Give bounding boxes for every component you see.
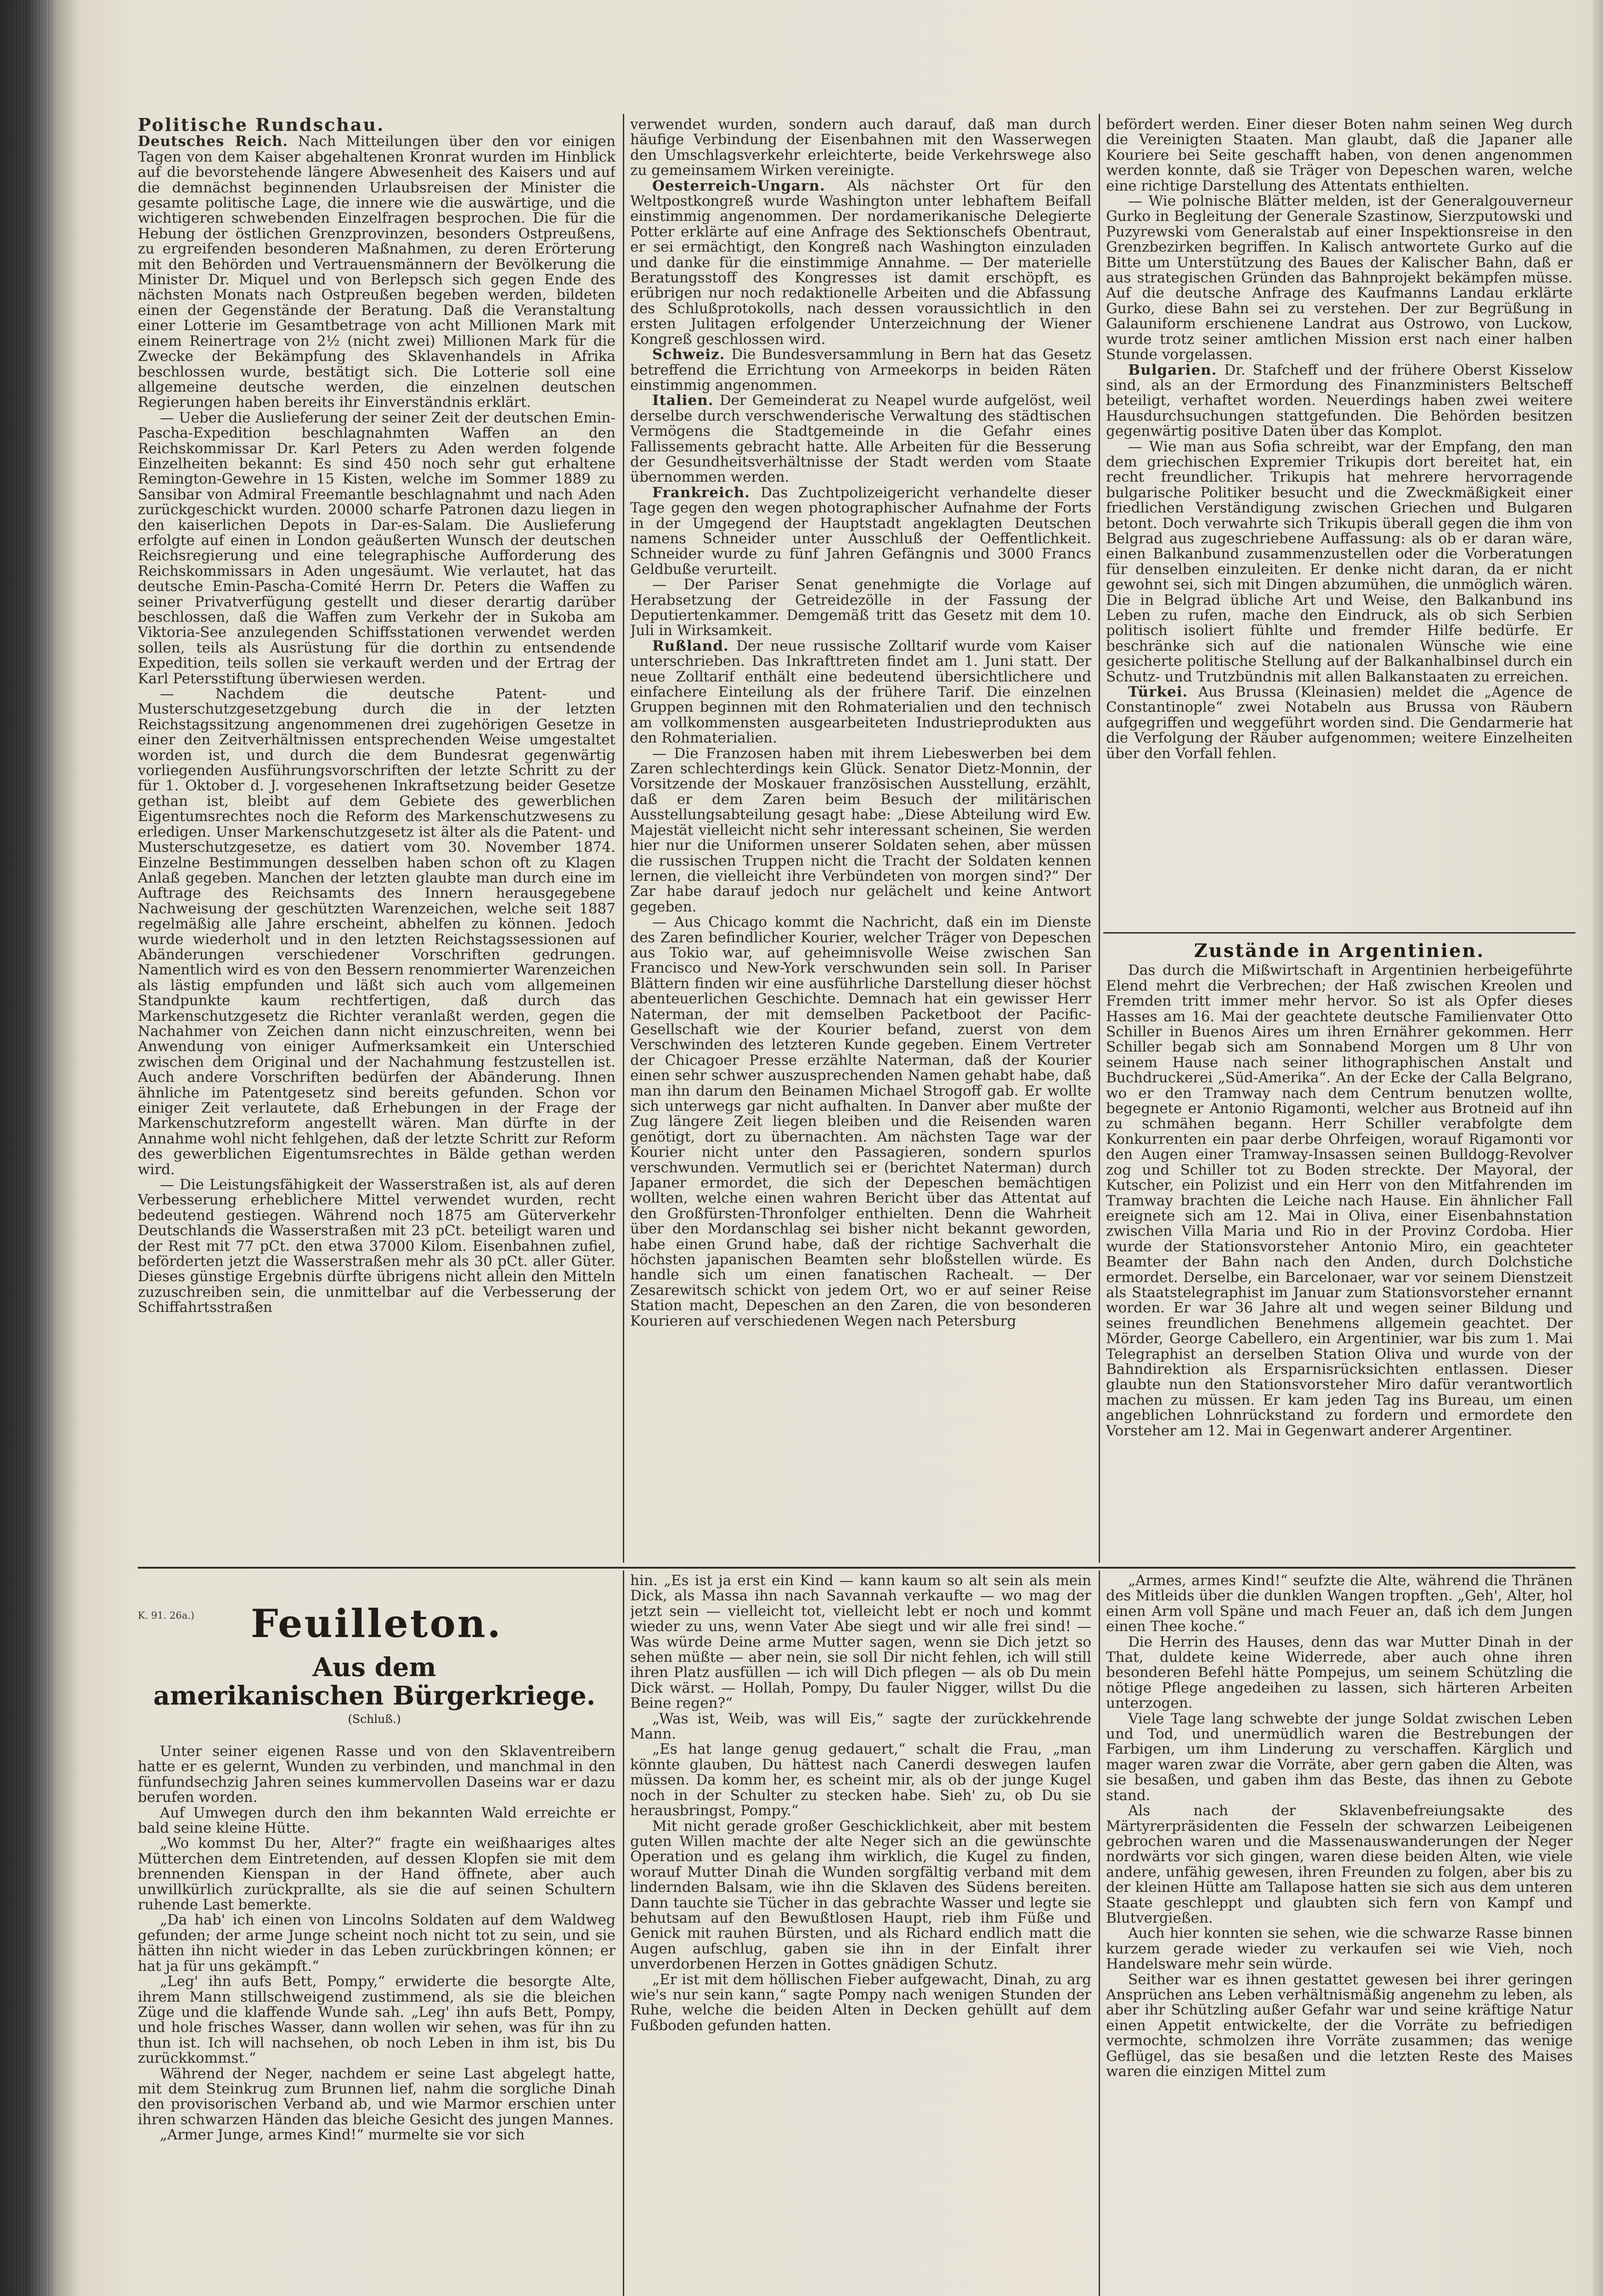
frankreich-paragraph (630, 485, 1091, 577)
feuilleton-separator-2 (1099, 1570, 1100, 2296)
story-paragraph: „Er ist mit dem höllischen Fieber aufgewacht, Dinah, zu arg wie's nur sein kann,“ sagte Pompy nach wenigen Stunden der Ruhe, welche die beiden Alten in Decken gehüllt auf dem Fußboden gefunden hatten. (630, 1971, 1091, 2034)
book-binding-edge (0, 0, 53, 2296)
column-3 (1106, 117, 1573, 930)
tuerkei-paragraph (1106, 685, 1573, 761)
story-paragraph: Viele Tage lang schwebte der junge Soldat zwischen Leben und Tod, und unermüdlich waren die Bestrebungen der Farbigen, um ihm Linderung zu verschaffen. Kärglich und mager waren zwar die Vorräte, aber gern gaben die Alten, was sie besaßen, und gaben ihm das Beste, das ihnen zu Gebote stand. (1106, 1710, 1573, 1804)
story-paragraph: Mit nicht gerade großer Geschicklichkeit, aber mit bestem guten Willen machte der alte Neger sich an die gewünschte Operation und es gelang ihm wirklich, die Kugel zu finden, worauf Mutter Dinah die Wunden sorgfältig verband mit dem lindernden Balsam, wie ihn die Sklaven des Südens bereiten. Dann tauchte sie Tücher in das gebrachte Wasser und legte sie behutsam auf den Bewußtlosen Haupt, rieb ihm Füße und Genick mit rauhen Bürsten, und als Richard endlich matt die Augen aufschlug, gaben sie ihn in der Einfalt ihrer unverdorbenen Herzen in Gottes gnädigen Schutz. (630, 1818, 1091, 1973)
story-paragraph: „Da hab' ich einen von Lincolns Soldaten auf dem Waldweg gefunden; der arme Junge scheint noch nicht tot zu sein, und sie hätten ihn nicht wieder in das Leben zurückbringen können; er hat ja für uns gekämpft.“ (138, 1912, 615, 1975)
story-title-line-1: Aus dem (312, 1652, 436, 1683)
italien-paragraph (630, 393, 1091, 485)
bulgarien-paragraph (1106, 363, 1573, 439)
story-paragraph: Auch hier konnten sie sehen, wie die schwarze Rasse binnen kurzem gerade wieder zu verkaufen sei wie Vieh, noch Handelsware mehr sein würde. (1106, 1925, 1573, 1973)
story-paragraph: Auf Umwegen durch den ihm bekannten Wald erreichte er bald seine kleine Hütte. (138, 1804, 615, 1837)
russland-text: Der neue russische Zolltarif wurde vom Kaiser unterschrieben. Das Inkrafttreten findet am 1. Juni statt. Der neue Zolltarif enthält eine bedeutend übersichtlichere und einfachere Einteilung als der frühere Tarif. Die einzelnen Gruppen beginnen mit den Rohmaterialien und den technisch am vollkommensten ausgearbeiteten Industrieprodukten aus den Rohmaterialien. (630, 637, 1091, 747)
story-paragraph: Seither war es ihnen gestattet gewesen bei ihrer geringen Ansprüchen ans Leben verhältnismäßig angenehm zu leben, als aber ihr Schützling außer Gefahr war und seine kräftige Natur einen Appetit entwickelte, der die Vorräte zu befriedigen vermochte, schmolzen ihre Vorräte zusammen; das wenige Geflügel, das sie besaßen und die letzten Reste des Maises waren die einzigen Mittel zum (1106, 1971, 1573, 2080)
feuilleton-separator-1 (623, 1570, 624, 2296)
feuilleton-divider-rule (138, 1567, 1575, 1569)
feuilleton-column-2 (630, 1573, 1091, 2296)
russland-paragraph-2: — Die Franzosen haben mit ihrem Liebeswerben bei dem Zaren schlechterdings kein Glück. Senator Dietz-Monnin, der Vorsitzende der Moskauer französischen Ausstellung, erzählt, daß er dem Zaren beim Besuch der militärischen Ausstellungsabteilung gesagt habe: „Diese Abteilung wird Ew. Majestät vielleicht nicht sehr interessant scheinen, Sie werden hier nur die Uniformen unserer Soldaten sehen, aber müssen die russischen Truppen nicht die Tracht der Soldaten kennen lernen, die vielleicht ihre Verbündeten von morgen sind?“ Der Zar habe darauf jedoch nur gelächelt und keine Antwort gegeben. (630, 745, 1091, 915)
schweiz-paragraph (630, 347, 1091, 393)
story-note: (Schluß.) (348, 1712, 401, 1726)
schweiz-text: Die Bundesversammlung in Bern hat das Gesetz betreffend die Errichtung von Armeekorps in beiden Räten einstimmig angenommen. (630, 346, 1091, 394)
story-paragraph: Als nach der Sklavenbefreiungsakte des Märtyrerpräsidenten die Fesseln der schwarzen Leibeigenen gebrochen waren und die Massenauswanderungen der Neger nordwärts vor sich gingen, waren diese beiden Alten, wie viele andere, unfähig gewesen, ihren Freunden zu folgen, aber bis zu der kleinen Hütte am Tallapose hatten sie sich aus dem unteren Staate geschleppt und glaubten sich fern von Kampf und Blutvergießen. (1106, 1802, 1573, 1926)
oesterreich-text: Als nächster Ort für den Weltpostkongreß wurde Washington unter lebhaftem Beifall einstimmig angenommen. Der nordamerikanische Delegierte Potter erklärte auf eine Anfrage des Sektionschefs Obentraut, er sei ermächtigt, den Kongreß nach Washington einzuladen und danke für die einstimmige Annahme. — Der materielle Beratungsstoff des Kongresses ist damit erschöpft, es erübrigen nur noch redaktionelle Arbeiten und die Abfassung des Schlußprotokolls, nach dessen voraussichtlich in den ersten Julitagen erfolgender Unterzeichnung der Wiener Kongreß geschlossen wird. (630, 177, 1091, 348)
story-paragraph: Unter seiner eigenen Rasse und von den Sklaventreibern hatte er es gelernt, Wunden zu verbinden, und manchmal in den fünfundsechzig Jahren seines kummervollen Daseins war er dazu berufen worden. (138, 1744, 615, 1806)
reich-paragraph-4-continued: verwendet wurden, sondern auch darauf, daß man durch häufige Verbindung der Eisenbahnen mit den Wasserwegen den Umschlagsverkehr erleichterte, beide Verkehrswege also zu gemeinsamem Wirken vereinigte. (630, 117, 1091, 179)
feuilleton-column-3 (1106, 1573, 1573, 2296)
russland-paragraph-4: — Wie polnische Blätter melden, ist der Generalgouverneur Gurko in Begleitung der Generale Szastinow, Sierzputowski und Puzyrewski vom Generalstab auf einer Inspektionsreise in den Grenzbezirken begriffen. In Kalisch antwortete Gurko auf die Bitte um Unterstützung des Baues der Kalischer Bahn, daß er aus strategischen Gründen das Bahnprojekt bekämpfen müsse. Auf die deutsche Anfrage des Kaufmanns Landau erklärte Gurko, diese Bahn sei zu verstehen. Der zur Begrüßung in Galauniform erschienene Landrat aus Ostrowo, von Luckow, wurde trotz seiner amtlichen Mission erst nach einer halben Stunde vorgelassen. (1106, 193, 1573, 363)
feuilleton-heading: Feuilleton. (251, 1601, 502, 1646)
bulgarien-paragraph-2: — Wie man aus Sofia schreibt, war der Empfang, den man dem griechischen Expremier Trikupis dort bereitet hat, ein recht freundlicher. Trikupis hat mehrere hervorragende bulgarische Politiker besucht und die Zweckmäßigkeit einer friedlichen Verständigung zwischen Griechen und Bulgaren betont. Doch verwahrte sich Trikupis überall gegen die ihm von Belgrad aus zugeschriebene Auffassung: als ob er daran wäre, einen Balkanbund zusammenzustellen oder die Vorberatungen für denselben einzuleiten. Er denke nicht daran, da er nicht gewohnt sei, sich mit Dingen abzumühen, die unmöglich wären. Die in Belgrad übliche Art und Weise, den Balkanbund ins Leben zu rufen, mache den Eindruck, als ob sich Serbien politisch isoliert fühlte und fremder Hilfe bedürfe. Er beschränke sich auf die nationalen Wünsche wie eine gesicherte politische Stellung auf der Balkanhalbinsel durch ein Schutz- und Trutzbündnis mit allen Balkanstaaten zu erreichen. (1106, 438, 1573, 685)
frankreich-lead: Frankreich. (652, 484, 750, 501)
tuerkei-lead: Türkei. (1128, 684, 1188, 701)
feuilleton-column-1 (138, 1744, 615, 2296)
page-right-edge (1593, 0, 1603, 2296)
argentinien-heading: Zustände in Argentinien. (1194, 940, 1485, 962)
story-paragraph: Während der Neger, nachdem er seine Last abgelegt hatte, mit dem Steinkrug zum Brunnen lief, nahm die sorgliche Dinah den provisorischen Verband ab, und wie Marmor erschien unter ihren schwarzen Händen das bleiche Gesicht des jungen Mannes. (138, 2065, 615, 2128)
column-separator-1 (623, 114, 624, 1563)
story-paragraph: „Leg' ihn aufs Bett, Pompy,“ erwiderte die besorgte Alte, ihrem Mann stillschweigend zustimmend, als sie die bleichen Züge und die klaffende Wunde sah. „Leg' ihn aufs Bett, Pompy, und hole frisches Wasser, dann wollen wir sehen, was für ihn zu thun ist. Ich will nachsehen, ob noch Leben in ihm ist, bis Du zurückkommst.“ (138, 1973, 615, 2067)
oesterreich-paragraph (630, 179, 1091, 347)
russland-lead: Rußland. (652, 637, 729, 654)
column-2 (630, 117, 1091, 1559)
russland-paragraph (630, 639, 1091, 746)
schweiz-lead: Schweiz. (652, 346, 725, 363)
tuerkei-text: Aus Brussa (Kleinasien) meldet die „Agence de Constantinople“ zwei Notabeln aus Brussa von Räubern aufgegriffen und weggeführt worden sind. Die Gendarmerie hat die Verfolgung der Räuber aufgenommen; weitere Einzelheiten über den Vorfall fehlen. (1106, 684, 1573, 762)
argentinien-column (1106, 937, 1573, 1561)
frankreich-paragraph-2: — Der Pariser Senat genehmigte die Vorlage auf Herabsetzung der Getreidezölle in der Fassung der Deputiertenkammer. Demgemäß tritt das Gesetz mit dem 10. Juli in Wirksamkeit. (630, 576, 1091, 639)
story-paragraph: „Wo kommst Du her, Alter?“ fragte ein weißhaariges altes Mütterchen dem Eintretenden, auf dessen Klopfen sie mit dem brennenden Kienspan in der Hand öffnete, aber auch unwillkürlich zurückprallte, als sie die auf seinen Schultern ruhende Last bemerkte. (138, 1835, 615, 1913)
story-heading (138, 1653, 611, 1727)
bulgarien-lead: Bulgarien. (1128, 361, 1217, 378)
oesterreich-lead: Oesterreich-Ungarn. (652, 177, 825, 194)
story-paragraph: „Es hat lange genug gedauert,“ schalt die Frau, „man könnte glauben, Du hättest nach Canerdi deswegen laufen müssen. Da komm her, es scheint mir, als ob der junge Kugel noch in der Schulter zu stecken habe. Sieh' zu, ob Du sie herausbringst, Pompy.“ (630, 1741, 1091, 1819)
italien-text: Der Gemeinderat zu Neapel wurde aufgelöst, weil derselbe durch verschwenderische Verwaltung des städtischen Vermögens die Stadtgemeinde in die Gefahr eines Fallissements gebracht hatte. Alle Arbeiten für die Besserung der Gesundheitsverhältnisse der Stadt werden vom Staate übernommen werden. (630, 392, 1091, 486)
story-title-line-2: amerikanischen Bürgerkriege. (153, 1681, 596, 1711)
column-1 (138, 117, 615, 1559)
feuilleton-label: K. 91. 26a.) (138, 1610, 195, 1621)
reich-paragraph-2: — Ueber die Auslieferung der seiner Zeit der deutschen Emin-Pascha-Expedition beschlagnahmten Waffen an den Reichskommissar Dr. Karl Peters zu Aden werden folgende Einzelheiten bekannt: Es sind 450 noch sehr gut erhaltene Remington-Gewehre in 15 Kisten, welche im Sommer 1889 zu Sansibar von Admiral Freemantle beschlagnahmt und nach Aden zurückgeschickt wurden. 20000 scharfe Patronen dazu liegen in den kaiserlichen Depots in Dar-es-Salam. Die Auslieferung erfolgte auf einen in London geäußerten Wunsch der deutschen Reichsregierung und eine telegraphische Aufforderung des Reichskommissars in Aden ungesäumt. Wie verlautet, hat das deutsche Emin-Pascha-Comité Herrn Dr. Peters die Waffen zu seiner Privatverfügung gestellt und dieser derartig darüber beschlossen, daß die Waffen zum Verkehr der in Sukoba am Viktoria-See anzulegenden Schiffsstationen verwendet werden sollen, teils als Ausrüstung für die dorthin zu entsendende Expedition, teils sollen sie verkauft werden und der Ertrag der Karl Petersstiftung überwiesen werden. (138, 409, 615, 687)
reich-paragraph-4: — Die Leistungsfähigkeit der Wasserstraßen ist, als auf deren Verbesserung erheblichere Mittel verwendet wurden, recht bedeutend gestiegen. Während noch 1875 am Güterverkehr Deutschlands die Wasserstraßen mit 23 pCt. beteiligt waren und der Rest mit 77 pCt. den etwa 37000 Kilom. Eisenbahnen zufiel, beförderten jetzt die Wasserstraßen mehr als 30 pCt. aller Güter. Dieses günstige Ergebnis dürfte übrigens nicht allein den Mitteln zuzuschreiben sein, die unmittelbar auf die Verbesserung der Schiffahrtsstraßen (138, 1176, 615, 1316)
reich-text-1: Nach Mitteilungen über den vor einigen Tagen von dem Kaiser abgehaltenen Kronrat wurden im Hinblick auf die bevorstehende längere Abwesenheit des Kaisers und auf die demnächst beginnenden Urlaubsreisen der Minister die gesamte politische Lage, die innere wie die auswärtige, und die wichtigeren schwebenden Einzelfragen besprochen. Die für die Hebung der östlichen Grenzprovinzen, besonders Ostpreußens, zu ergreifenden besonderen Maßnahmen, zu deren Erörterung mit den Behörden und Vertrauensmännern der Bevölkerung die Minister Dr. Miquel und von Berlepsch sich gegen Ende des nächsten Monats nach Ostpreußen begeben werden, bildeten einen der Gegenstände der Beratung. Daß die Veranstaltung einer Lotterie im Gesamtbetrage von acht Millionen Mark mit einem Reinertrage von 2½ (nicht zwei) Millionen Mark für die Zwecke der Bekämpfung des Sklavenhandels in Afrika beschlossen wurde, bestätigt sich. Die Lotterie soll eine allgemeine deutsche werden, die einzelnen deutschen Regierungen haben bereits ihr Einverständnis erklärt. (138, 133, 615, 411)
story-paragraph: Die Herrin des Hauses, denn das war Mutter Dinah in der That, duldete keine Widerrede, aber auch ohne ihren besonderen Befehl hätte Pompejus, um seinem Schützling die nötige Pflege angedeihen zu lassen, sich härteren Arbeiten unterzogen. (1106, 1633, 1573, 1712)
reich-paragraph (138, 134, 615, 410)
story-paragraph: „Armes, armes Kind!“ seufzte die Alte, während die Thränen des Mitleids über die dunklen Wangen tropften. „Geh', Alter, hol einen Arm voll Späne und mach Feuer an, daß ich dem Jungen einen Thee koche.“ (1106, 1573, 1573, 1635)
frankreich-text: Das Zuchtpolizeigericht verhandelte dieser Tage gegen den wegen photographischer Aufnahme der Forts in der Umgegend der Hauptstadt angeklagten Deutschen namens Schneider unter Ausschluß der Oeffentlichkeit. Schneider wurde zu fünf Jahren Gefängnis und 3000 Francs Geldbuße verurteilt. (630, 484, 1091, 578)
section-divider-rule (1103, 932, 1575, 934)
reich-lead: Deutsches Reich. (138, 133, 288, 150)
russland-paragraph-3: — Aus Chicago kommt die Nachricht, daß ein im Dienste des Zaren befindlicher Kourier, welcher Träger von Depeschen aus Tokio war, auf geheimnisvolle Weise zwischen San Francisco und New-York verschwunden sein soll. In Pariser Blättern finden wir eine ausführliche Darstellung dieser höchst abenteuerlichen Geschichte. Demnach hat ein gewisser Herr Naterman, der mit demselben Packetboot der Pacific-Gesellschaft wie der Kourier befand, zuerst von dem Verschwinden des letzteren Kunde gegeben. Einem Vertreter der Chicagoer Presse erzählte Naterman, daß der Kourier einen sehr schwer auszusprechenden Namen gehabt habe, daß man ihn darum den Beinamen Michael Strogoff gab. Er wollte sich unterwegs gar nicht aufhalten. In Danver aber mußte der Zug längere Zeit liegen bleiben und die Reisenden waren genötigt, dort zu übernachten. Am nächsten Tage war der Kourier nicht unter den Passagieren, sondern spurlos verschwunden. Vermutlich sei er (berichtet Naterman) durch Japaner ermordet, die sich der Depeschen bemächtigen wollten, welche einen wahren Bericht über das Attentat auf den Großfürsten-Thronfolger enthielten. Denn die Wahrheit über den Mordanschlag sei bisher nicht bekannt geworden, habe einen Grund habe, daß der richtige Sachverhalt die höchsten japanischen Beamten sehr bloßstellen würde. Es handle sich um einen fanatischen Rachealt. — Der Zesarewitsch schickt von jedem Ort, wo er auf seiner Reise Station macht, Depeschen an den Zaren, die von besonderen Kourieren auf verschiedenen Wegen nach Petersburg (630, 914, 1091, 1329)
column-separator-2 (1099, 114, 1100, 1563)
story-paragraph: hin. „Es ist ja erst ein Kind — kann kaum so alt sein als mein Dick, als Massa ihn nach Savannah verkaufte — wo mag der jetzt sein — vielleicht tot, vielleicht lebt er noch und kommt wieder zu uns, wenn Vater Abe siegt und wir alle frei sind! — Was würde Deine arme Mutter sagen, wenn sie Dich jetzt so sehen müßte — aber nein, sie soll Dir nicht fehlen, ich will still ihren Platz ausfüllen — ich will Dich pflegen — als ob Du mein Dick wärst. — Hollah, Pompy, Du fauler Nigger, willst Du die Beine regen?“ (630, 1573, 1091, 1712)
bulgarien-text: Dr. Stafcheff und der frühere Oberst Kisselow sind, als an der Ermordung des Finanzministers Beltscheff beteiligt, verhaftet worden. Neuerdings haben zwei weitere Hausdurchsuchungen stattgefunden. Die Behörden besitzen gegenwärtig positive Daten über das Komplot. (1106, 361, 1573, 440)
politik-heading: Politische Rundschau. (138, 117, 385, 135)
italien-lead: Italien. (652, 392, 714, 409)
story-paragraph: „Armer Junge, armes Kind!“ murmelte sie vor sich (160, 2127, 525, 2144)
story-paragraph: „Was ist, Weib, was will Eis,“ sagte der zurückkehrende Mann. (630, 1710, 1091, 1743)
reich-paragraph-3: — Nachdem die deutsche Patent- und Musterschutzgesetzgebung durch die in der letzten Reichstagssitzung angenommenen drei zugehörigen Gesetze in einer den Zeitverhältnissen entsprechenden Weise umgestaltet worden ist, und durch die dem Bundesrat gegenwärtig vorliegenden Ausführungsvorschriften der letzte Schritt zu der für 1. Oktober d. J. vorgesehenen Inkraftsetzung beider Gesetze gethan ist, bleibt auf dem Gebiete des gewerblichen Eigentumsrechtes noch die Reform des Markenschutzwesens zu erledigen. Unser Markenschutzgesetz ist älter als die Patent- und Musterschutzgesetze, es datiert vom 30. November 1874. Einzelne Bestimmungen desselben haben schon oft zu Klagen Anlaß gegeben. Manchen der letzten glaubte man durch eine im Auftrage des Reichsamts des Innern herausgegebene Nachweisung der geschützten Warenzeichen, welche seit 1887 regelmäßig alle Jahre erscheint, abhelfen zu können. Jedoch wurde wiederholt und in den letzten Reichstagssessionen auf Abänderungen verschiedener Vorschriften gedrungen. Namentlich wird es von den Bessern renommierter Warenzeichen als lästig empfunden und läßt sich auch vom allgemeinen Standpunkte kaum rechtfertigen, daß durch das Markenschutzgesetz die Richter veranlaßt werden, gegen die Nachahmer von Zeichen dann nicht einzuschreiten, wenn bei Anwendung von einiger Aufmerksamkeit ein Unterschied zwischen dem Original und der Nachahmung festzustellen ist. Auch andere Vorschriften bedürfen der Abänderung. Ihnen ähnliche im Patentgesetz sind bereits gefunden. Schon vor einiger Zeit verlautete, daß Erhebungen in der Frage der Markenschutzreform angestellt wären. Man dürfte in der Annahme wohl nicht fehlgehen, daß der letzte Schritt zur Reform des gewerblichen Eigentumsrechtes in Bälde gethan werden wird. (138, 686, 615, 1178)
russland-paragraph-3-continued: befördert werden. Einer dieser Boten nahm seinen Weg durch die Vereinigten Staaten. Man glaubt, daß die Japaner alle Kouriere bei Seite geschafft haben, von denen angenommen werden konnte, daß sie Träger von Depeschen waren, welche eine richtige Darstellung des Attentats enthielten. (1106, 117, 1573, 194)
argentinien-paragraph: Das durch die Mißwirtschaft in Argentinien herbeigeführte Elend mehrt die Verbrechen; der Haß zwischen Kreolen und Fremden tritt immer mehr hervor. So ist als Opfer dieses Hasses am 16. Mai der geachtete deutsche Familienvater Otto Schiller in Buenos Aires um ihren Ernährer gekommen. Herr Schiller begab sich am Sonnabend Morgen um 8 Uhr von seinem Hause nach seiner lithographischen Anstalt und Buchdruckerei „Süd-Amerika“. An der Ecke der Calla Belgrano, wo er den Tramway nach dem Centrum benutzen wollte, begegnete er Antonio Rigamonti, welcher aus Brotneid auf ihn zu schmähen begann. Herr Schiller verabfolgte dem Konkurrenten ein paar derbe Ohrfeigen, worauf Rigamonti vor den Augen einer Tramway-Insassen seinen Bulldogg-Revolver zog und Schiller tot zu Boden streckte. Der Mayoral, der Kutscher, ein Polizist und ein Herr von den Mitfahrenden im Tramway brachten die Leiche nach Hause. Ein ähnlicher Fall ereignete sich am 12. Mai in Oliva, einer Eisenbahnstation zwischen Villa Maria und Rio in der Provinz Cordoba. Hier wurde der Stationsvorsteher Antonio Miro, ein geachteter Beamter der Bahn nach den Anden, durch Dolchstiche ermordet. Derselbe, ein Barcelonaer, war vor seinem Dienstzeit als Staatstelegraphist im Januar zum Stationsvorsteher ernannt worden. Er war 36 Jahre alt und wegen seiner Bildung und seines freundlichen Benehmens allgemein geachtet. Der Mörder, George Cabellero, ein Argentinier, war bis zum 1. Mai Telegraphist an derselben Station Oliva und wurde von der Bahndirektion als Ersparnisrücksichten entlassen. Dieser glaubte nun den Stationsvorsteher Miro dafür verantwortlich machen zu müssen. Er kam jeden Tag ins Bureau, um einen angeblichen Lohnrückstand zu fordern und ermordete den Vorsteher am 12. Mai in Gegenwart anderer Argentiner. (1106, 962, 1573, 1439)
